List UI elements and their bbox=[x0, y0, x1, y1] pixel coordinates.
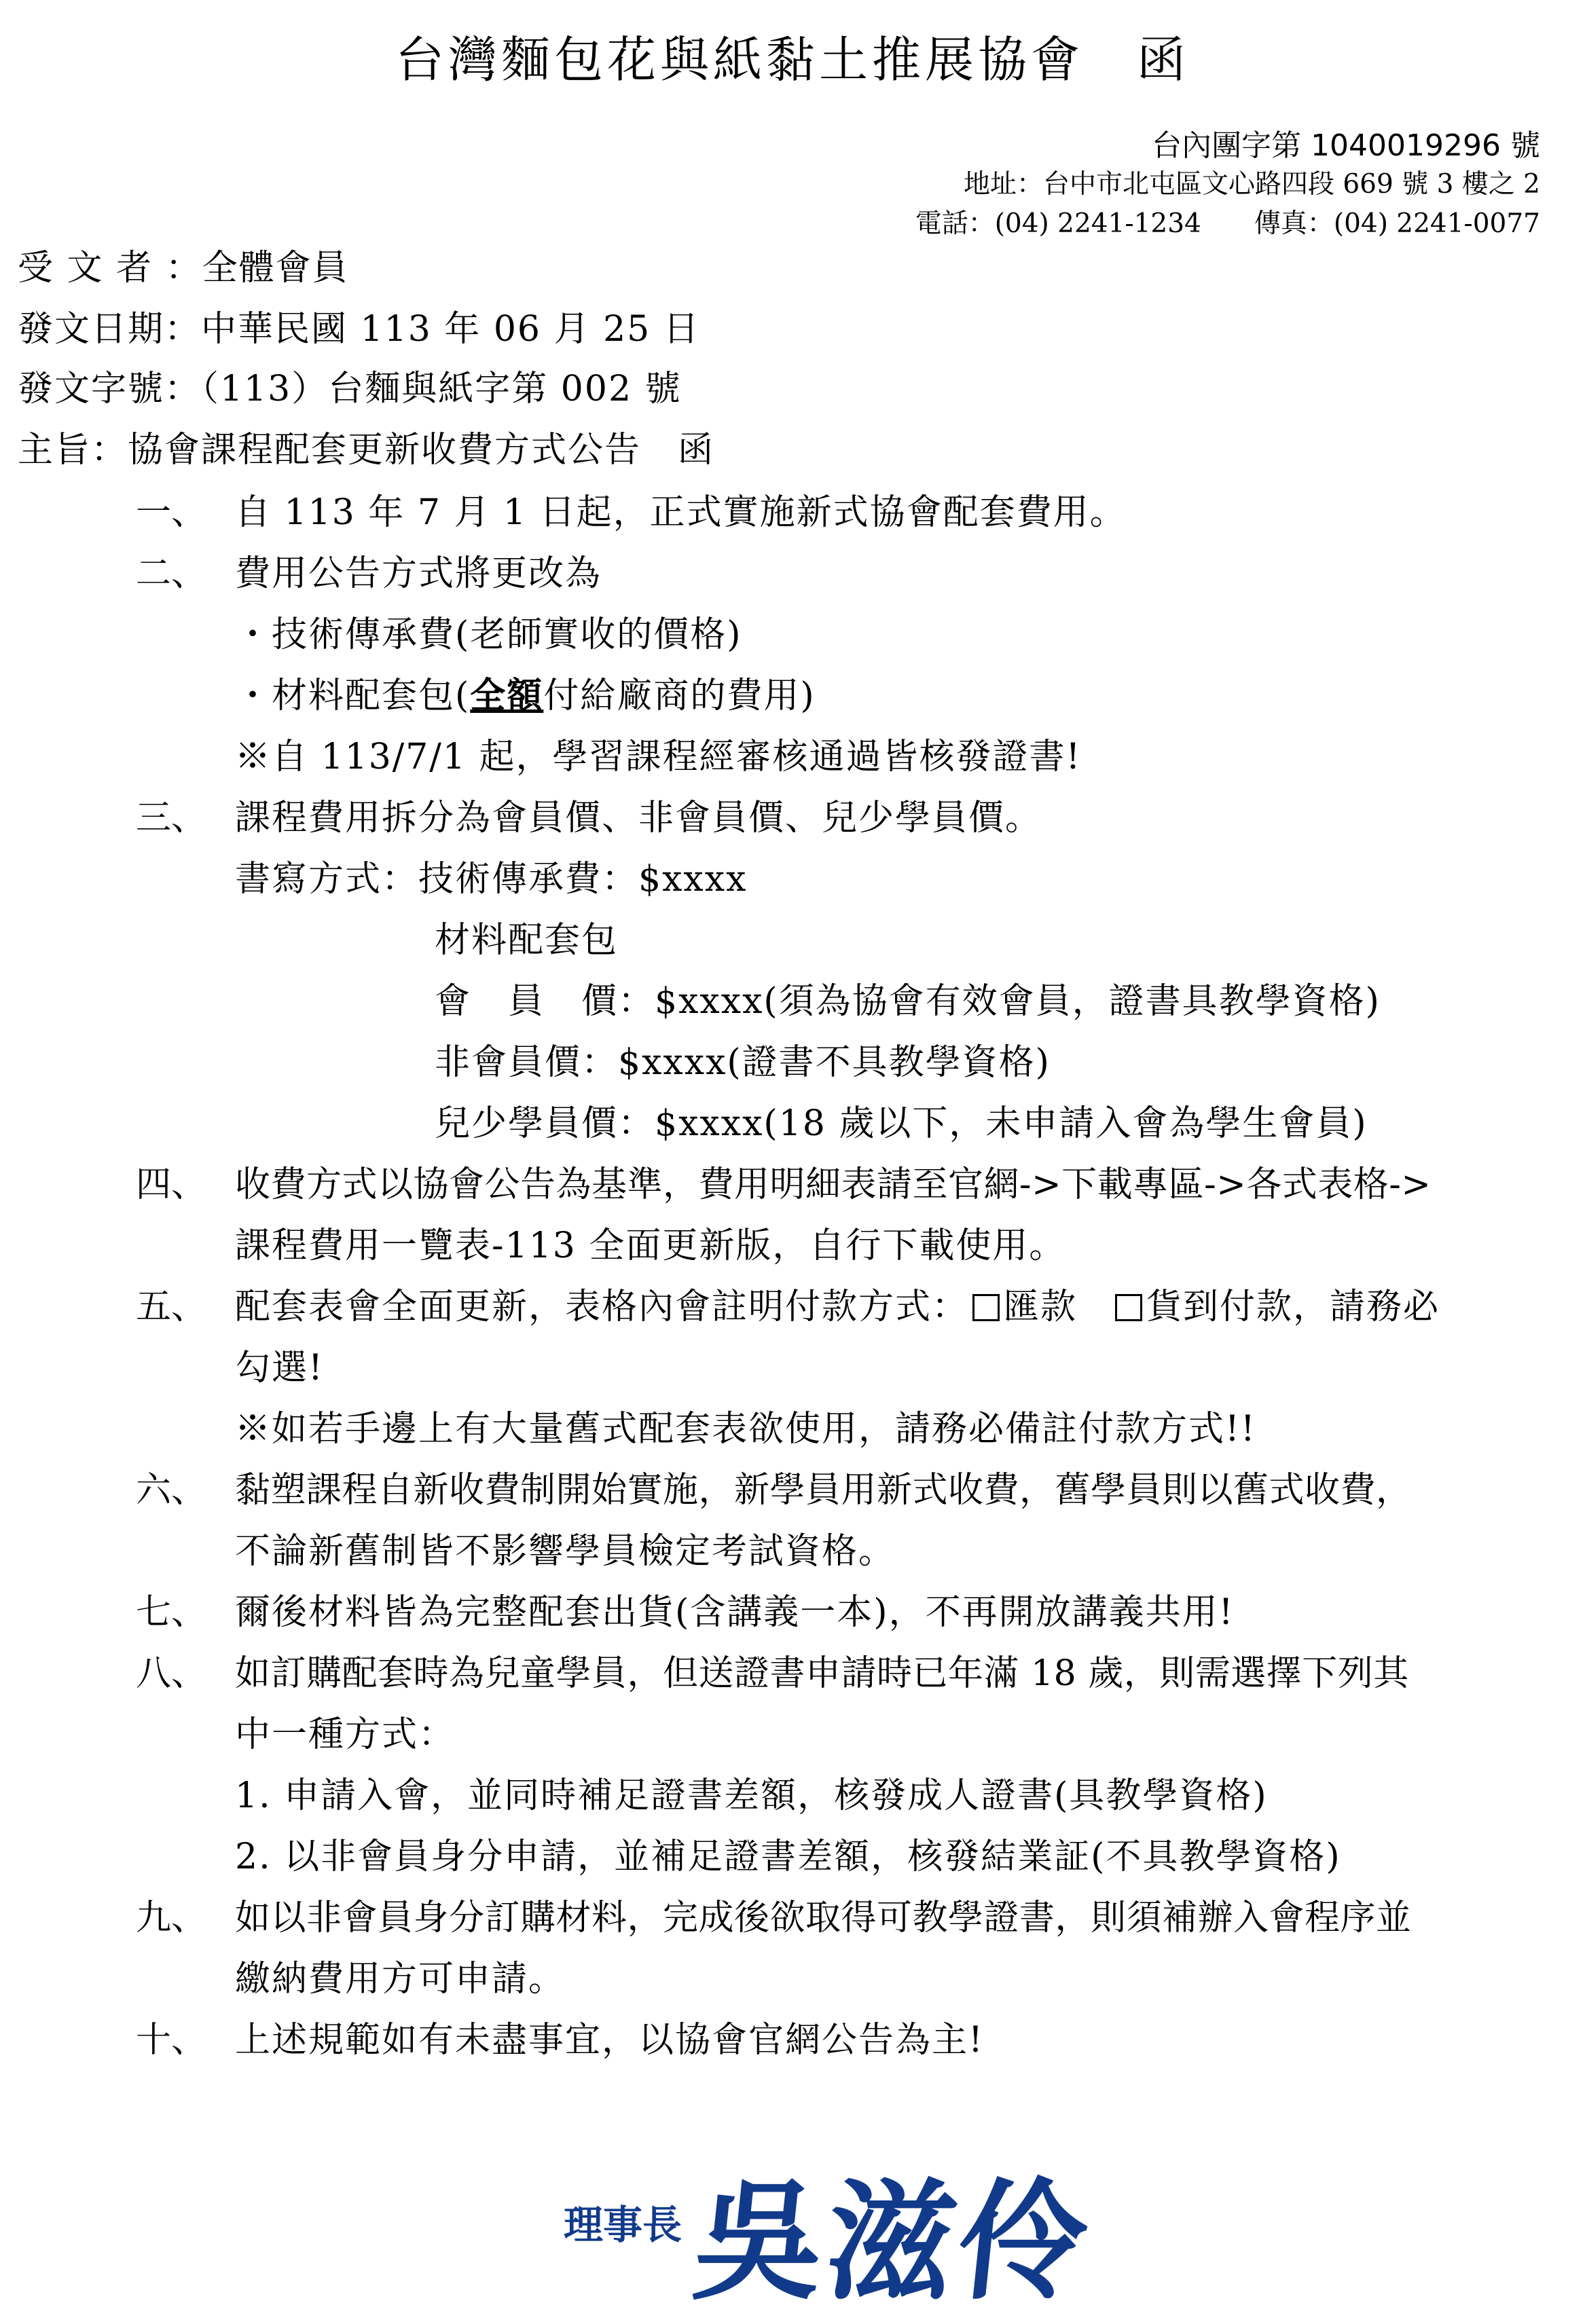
item-7-text: 爾後材料皆為完整配套出貨(含講義一本)，不再開放講義共用! bbox=[235, 1592, 1235, 1633]
issue-date-line: 發文日期：中華民國 113 年 06 月 25 日 bbox=[18, 309, 700, 350]
chairperson-title: 理事長 bbox=[564, 2202, 682, 2248]
item-4-text-line2: 課程費用一覽表-113 全面更新版，自行下載使用。 bbox=[235, 1225, 1066, 1266]
recipient-line: 受 文 者 ：全體會員 bbox=[18, 248, 349, 289]
item-3-text: 課程費用拆分為會員價、非會員價、兒少學員價。 bbox=[235, 798, 1042, 838]
item-10-number: 十、 bbox=[136, 2020, 207, 2061]
contact-phone-fax: 電話：(04) 2241-1234 傳真：(04) 2241-0077 bbox=[915, 208, 1540, 239]
subject-line: 主旨：協會課程配套更新收費方式公告 函 bbox=[18, 430, 715, 471]
item-8-text-line1: 如訂購配套時為兒童學員，但送證書申請時已年滿 18 歲，則需選擇下列其 bbox=[235, 1653, 1409, 1694]
item-5-number: 五、 bbox=[136, 1287, 207, 1327]
item-3-member-price: 會 員 價：$xxxx(須為協會有效會員，證書具教學資格) bbox=[435, 981, 1381, 1022]
item-2-material-pack bbox=[235, 667, 816, 718]
item-3-writing-format: 書寫方式：技術傳承費：$xxxx bbox=[235, 859, 748, 900]
item-2-technique-fee: ・技術傳承費(老師實收的價格) bbox=[235, 614, 742, 655]
item-3-nonmember-price: 非會員價：$xxxx(證書不具教學資格) bbox=[435, 1042, 1051, 1083]
item-6-text-line1: 黏塑課程自新收費制開始實施，新學員用新式收費，舊學員則以舊式收費， bbox=[235, 1470, 1412, 1511]
item-5-text-line2: 勾選! bbox=[235, 1348, 324, 1388]
item-8-number: 八、 bbox=[136, 1653, 207, 1694]
item-3-number: 三、 bbox=[136, 798, 207, 838]
association-address: 地址：台中市北屯區文心路四段 669 號 3 樓之 2 bbox=[963, 169, 1540, 200]
item-5-note: ※如若手邊上有大量舊式配套表欲使用，請務必備註付款方式!! bbox=[235, 1409, 1256, 1450]
item-6-number: 六、 bbox=[136, 1470, 207, 1511]
item-2-material-pre: ・材料配套包( bbox=[235, 676, 471, 716]
cash-on-delivery-checkbox bbox=[1115, 1294, 1142, 1321]
wire-transfer-label: 匯款 bbox=[1004, 1287, 1078, 1327]
item-1-number: 一、 bbox=[136, 492, 207, 533]
item-2-material-post: 付給廠商的費用) bbox=[543, 676, 816, 716]
item-3-material-pack: 材料配套包 bbox=[435, 920, 619, 961]
item-2-text: 費用公告方式將更改為 bbox=[235, 553, 602, 594]
chairperson-signature: 吳滋伶 bbox=[687, 2166, 1099, 2317]
letter-title: 台灣麵包花與紙黏土推展協會 函 bbox=[395, 31, 1190, 88]
item-9-text-line1: 如以非會員身分訂購材料，完成後欲取得可教學證書，則須補辦入會程序並 bbox=[235, 1898, 1412, 1938]
item-10-text: 上述規範如有未盡事宜，以協會官網公告為主! bbox=[235, 2020, 984, 2061]
wire-transfer-checkbox bbox=[972, 1294, 1000, 1321]
registration-number: 台內團字第 1040019296 號 bbox=[1152, 128, 1540, 163]
item-5-text-line1 bbox=[235, 1278, 1440, 1329]
item-9-text-line2: 繳納費用方可申請。 bbox=[235, 1959, 566, 1999]
item-6-text-line2: 不論新舊制皆不影響學員檢定考試資格。 bbox=[235, 1531, 896, 1572]
cash-on-delivery-label: 貨到付款，請務必 bbox=[1146, 1287, 1440, 1327]
item-4-number: 四、 bbox=[136, 1164, 207, 1205]
item-8-text-line2: 中一種方式： bbox=[235, 1714, 456, 1755]
item-7-number: 七、 bbox=[136, 1592, 207, 1633]
item-8-option-1: 1. 申請入會，並同時補足證書差額，核發成人證書(具教學資格) bbox=[235, 1775, 1268, 1816]
item-4-text-line1: 收費方式以協會公告為基準，費用明細表請至官網->下載專區->各式表格-> bbox=[235, 1164, 1432, 1205]
item-2-number: 二、 bbox=[136, 553, 207, 594]
item-5-text-pre: 配套表會全面更新，表格內會註明付款方式： bbox=[235, 1287, 969, 1327]
item-2-note: ※自 113/7/1 起，學習課程經審核通過皆核發證書! bbox=[235, 737, 1082, 777]
item-1-text: 自 113 年 7 月 1 日起，正式實施新式協會配套費用。 bbox=[235, 492, 1127, 533]
item-2-full-amount: 全額 bbox=[470, 675, 544, 716]
document-number-line: 發文字號：（113）台麵與紙字第 002 號 bbox=[18, 369, 682, 409]
item-8-option-2: 2. 以非會員身分申請，並補足證書差額，核發結業証(不具教學資格) bbox=[235, 1837, 1341, 1877]
item-9-number: 九、 bbox=[136, 1898, 207, 1938]
item-3-youth-price: 兒少學員價：$xxxx(18 歲以下，未申請入會為學生會員) bbox=[435, 1103, 1368, 1144]
